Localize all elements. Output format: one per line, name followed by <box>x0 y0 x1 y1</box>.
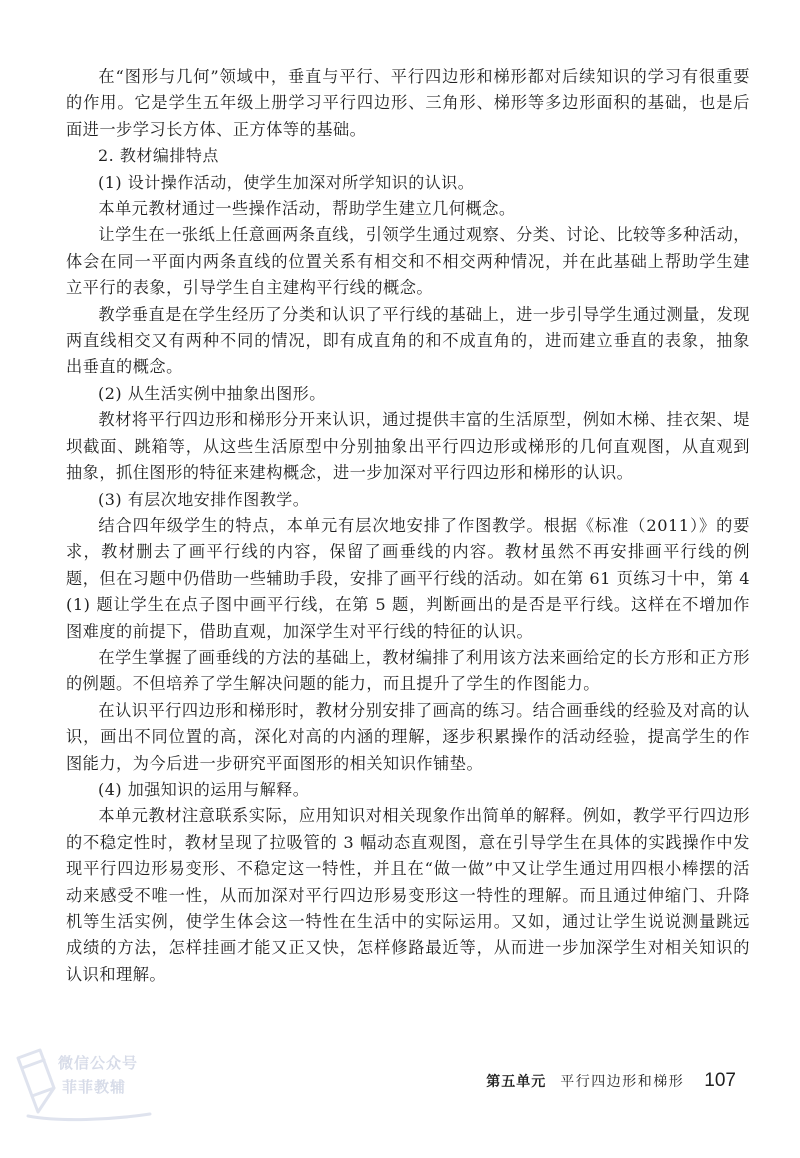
paragraph-rectangle-square: 在学生掌握了画垂线的方法的基础上，教材编排了利用该方法来画给定的长方形和正方形的例题。不但培养了学生解决问题的能力，而且提升了学生的作图能力。 <box>66 647 750 694</box>
watermark <box>10 1036 160 1126</box>
subheading-3: (3) 有层次地安排作图教学。 <box>98 489 310 509</box>
page-footer <box>486 1070 736 1092</box>
paragraph-drawing-teaching: 结合四年级学生的特点，本单元有层次地安排了作图教学。根据《标准（2011）》的要求，教材删去了画平行线的内容，保留了画垂线的内容。教材虽然不再安排画平行线的例题，但在习题中仍借助一些辅助手段，安排了画平行线的活动。如在第 61 页练习十中，第 4 (1) 题让学生在点子图中画平行线，在第 5 题，判断画出的是否是平行线。这样在不增加作图难度的前提下，借助直观，加深学生对平行线的特征的认识。 <box>66 515 750 641</box>
subheading-1: (1) 设计操作活动，使学生加深对所学知识的认识。 <box>98 172 475 192</box>
footer-unit-label: 第五单元 <box>486 1074 547 1090</box>
paragraph-parallel-lines: 让学生在一张纸上任意画两条直线，引领学生通过观察、分类、讨论、比较等多种活动，体会在同一平面内两条直线的位置关系有相交和不相交两种情况，并在此基础上帮助学生建立平行的表象，引导学生自主建构平行线的概念。 <box>66 225 750 298</box>
paragraph-life-examples: 教材将平行四边形和梯形分开来认识，通过提供丰富的生活原型，例如木梯、挂衣架、堤坝截面、跳箱等，从这些生活原型中分别抽象出平行四边形或梯形的几何直观图，从直观到抽象，抓住图形的特征来建构概念，进一步加深对平行四边形和梯形的认识。 <box>66 410 750 483</box>
subheading-2: (2) 从生活实例中抽象出图形。 <box>98 383 326 403</box>
paragraph-application: 本单元教材注意联系实际，应用知识对相关现象作出简单的解释。例如，教学平行四边形的不稳定性时，教材呈现了拉吸管的 3 幅动态直观图，意在引导学生在具体的实践操作中发现平行四边形易变形、不稳定这一特性，并且在“做一做”中又让学生通过用四根小棒摆的活动来感受不唯一性，从而加深对平行四边形易变形这一特性的理解。而且通过伸缩门、升降机等生活实例，使学生体会这一特性在生活中的实际运用。又如，通过让学生说说测量跳远成绩的方法，怎样挂画才能又正又快，怎样修路最近等，从而进一步加深学生对相关知识的认识和理解。 <box>66 806 750 984</box>
section-heading-2: 2. 教材编排特点 <box>98 146 219 166</box>
watermark-line-2: 菲菲教辅 <box>62 1078 127 1096</box>
page-number: 107 <box>704 1070 736 1091</box>
footer-chapter-title: 平行四边形和梯形 <box>560 1074 685 1090</box>
page-body <box>66 64 750 988</box>
paragraph-height-practice: 在认识平行四边形和梯形时，教材分别安排了画高的练习。结合画垂线的经验及对高的认识，画出不同位置的高，深化对高的内涵的理解，逐步积累操作的活动经验，提高学生的作图能力，为今后进一步研究平面图形的相关知识作铺垫。 <box>66 700 750 773</box>
paragraph-perpendicular: 教学垂直是在学生经历了分类和认识了平行线的基础上，进一步引导学生通过测量，发现两直线相交又有两种不同的情况，即有成直角的和不成直角的，进而建立垂直的表象，抽象出垂直的概念。 <box>66 304 750 377</box>
paragraph-intro: 在“图形与几何”领域中，垂直与平行、平行四边形和梯形都对后续知识的学习有很重要的作用。它是学生五年级上册学习平行四边形、三角形、梯形等多边形面积的基础，也是后面进一步学习长方体、正方体等的基础。 <box>66 67 750 139</box>
paragraph-operation-summary: 本单元教材通过一些操作活动，帮助学生建立几何概念。 <box>98 199 516 219</box>
watermark-line-1: 微信公众号 <box>58 1054 139 1072</box>
subheading-4: (4) 加强知识的运用与解释。 <box>98 779 310 799</box>
